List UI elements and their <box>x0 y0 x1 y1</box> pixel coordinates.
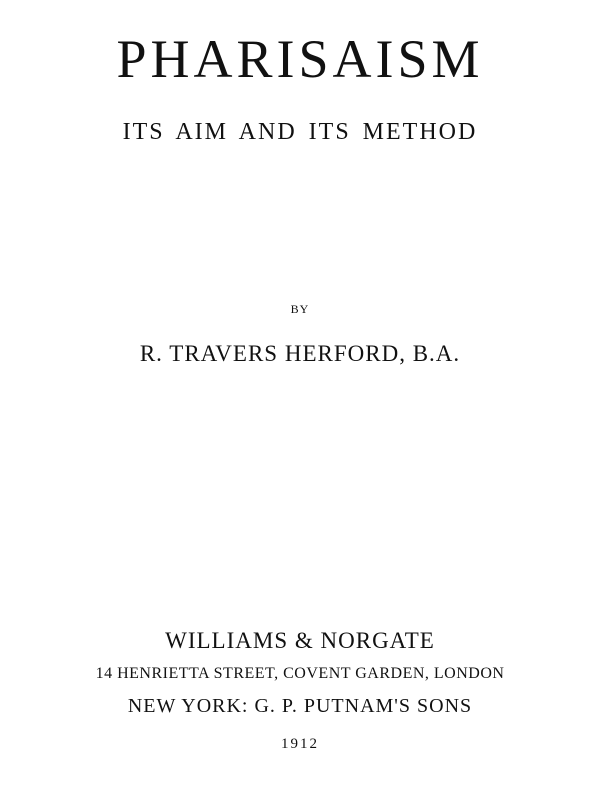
book-title: PHARISAISM <box>116 29 484 89</box>
author-name: R. TRAVERS HERFORD, B.A. <box>139 341 461 366</box>
by-line: BY <box>290 302 310 316</box>
publisher-address: 14 HENRIETTA STREET, COVENT GARDEN, LONDON <box>95 665 505 682</box>
new-york-publisher: NEW YORK: G. P. PUTNAM'S SONS <box>127 695 473 717</box>
publication-year: 1912 <box>281 736 319 752</box>
book-subtitle: ITS AIM AND ITS METHOD <box>122 119 478 145</box>
publisher-name: WILLIAMS & NORGATE <box>165 628 435 653</box>
